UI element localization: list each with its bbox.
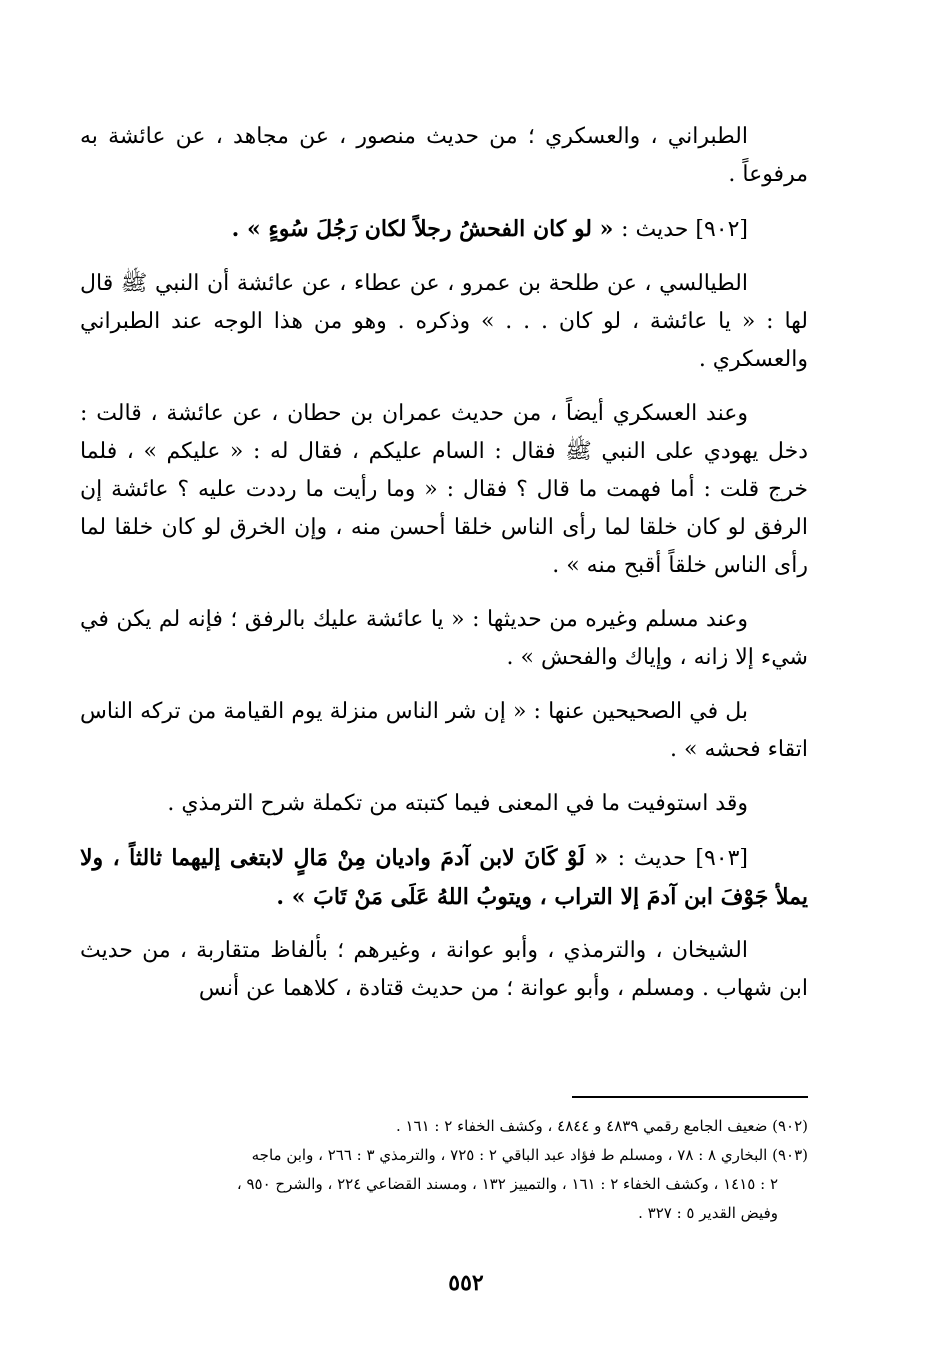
hadith-902 — [80, 210, 808, 249]
footnote-divider — [572, 1096, 808, 1098]
hadith-902-label: [٩٠٢] حديث : — [621, 217, 748, 242]
footnote-902: (٩٠٢) ضعيف الجامع رقمي ٤٨٣٩ و ٤٨٤٤ ، وكشف الخفاء ٢ : ١٦١ . — [395, 1117, 808, 1135]
footnote-903-line-2: ٢ : ١٤١٥ ، وكشف الخفاء ٢ : ١٦١ ، والتمييز ١٣٢ ، ومسند القضاعي ٢٢٤ ، والشرح ٩٥٠ ، — [236, 1175, 778, 1193]
footnote-903-line-1: (٩٠٣) البخاري ٨ : ٧٨ ، ومسلم ط فؤاد عبد الباقي ٢ : ٧٢٥ ، والترمذي ٣ : ٢٦٦ ، وابن ماجه — [251, 1146, 808, 1164]
hadith-902-text: « لو كان الفحشُ رجلاً لكان رَجُلَ سُوءٍ » . — [231, 216, 614, 242]
footnotes — [80, 1112, 808, 1228]
hadith-903 — [80, 839, 808, 916]
paragraph-shaykhan: الشيخان ، والترمذي ، وأبو عوانة ، وغيرهم ؛ بألفاظ متقاربة ، من حديث ابن شهاب . ومسلم ، وأبو عوانة ؛ من حديث قتادة ، كلاهما عن أنس — [80, 938, 808, 1001]
footnote-903 — [80, 1141, 808, 1228]
paragraph-tabarani-askari: الطبراني ، والعسكري ؛ من حديث منصور ، عن مجاهد ، عن عائشة به مرفوعاً . — [80, 124, 808, 187]
hadith-903-label: [٩٠٣] حديث : — [617, 846, 748, 871]
hadith-903-text: « لَوْ كَانَ لابن آدمَ واديان مِنْ مَالٍ لابتغى إليهما ثالثاً ، ولا يملأ جَوْفَ ابن آدمَ إلا التراب ، ويتوبُ اللهُ عَلَى مَنْ تَابَ » . — [80, 845, 808, 910]
paragraph-sahihayn: بل في الصحيحين عنها : « إن شر الناس منزلة يوم القيامة من تركه الناس اتقاء فحشه » . — [80, 699, 808, 762]
page-number: ٥٥٢ — [448, 1270, 484, 1296]
paragraph-askari-imran: وعند العسكري أيضاً ، من حديث عمران بن حطان ، عن عائشة ، قالت : دخل يهودي على النبي ﷺ فقال : السام عليكم ، فقال له : « عليكم » ، فلما خرج قلت : أما فهمت ما قال ؟ فقال : « وما رأيت ما رددت عليه ؟ عائشة إن الرفق لو كان خلقا لما رأى الناس خلقا أحسن منه ، وإن الخرق لو كان خلقا لما رأى الناس خلقاً أقبح منه » . — [80, 401, 808, 578]
paragraph-tirmidhi-commentary: وقد استوفيت ما في المعنى فيما كتبته من تكملة شرح الترمذي . — [167, 791, 748, 816]
paragraph-tayalisi: الطيالسي ، عن طلحة بن عمرو ، عن عطاء ، عن عائشة أن النبي ﷺ قال لها : « يا عائشة ، لو كان . . . » وذكره . وهو من هذا الوجه عند الطبراني والعسكري . — [80, 271, 808, 372]
footnote-903-line-3: وفيض القدير ٥ : ٣٢٧ . — [638, 1204, 778, 1222]
paragraph-muslim: وعند مسلم وغيره من حديثها : « يا عائشة عليك بالرفق ؛ فإنه لم يكن في شيء إلا زانه ، وإياك والفحش » . — [80, 607, 808, 670]
page-body — [80, 118, 808, 1024]
